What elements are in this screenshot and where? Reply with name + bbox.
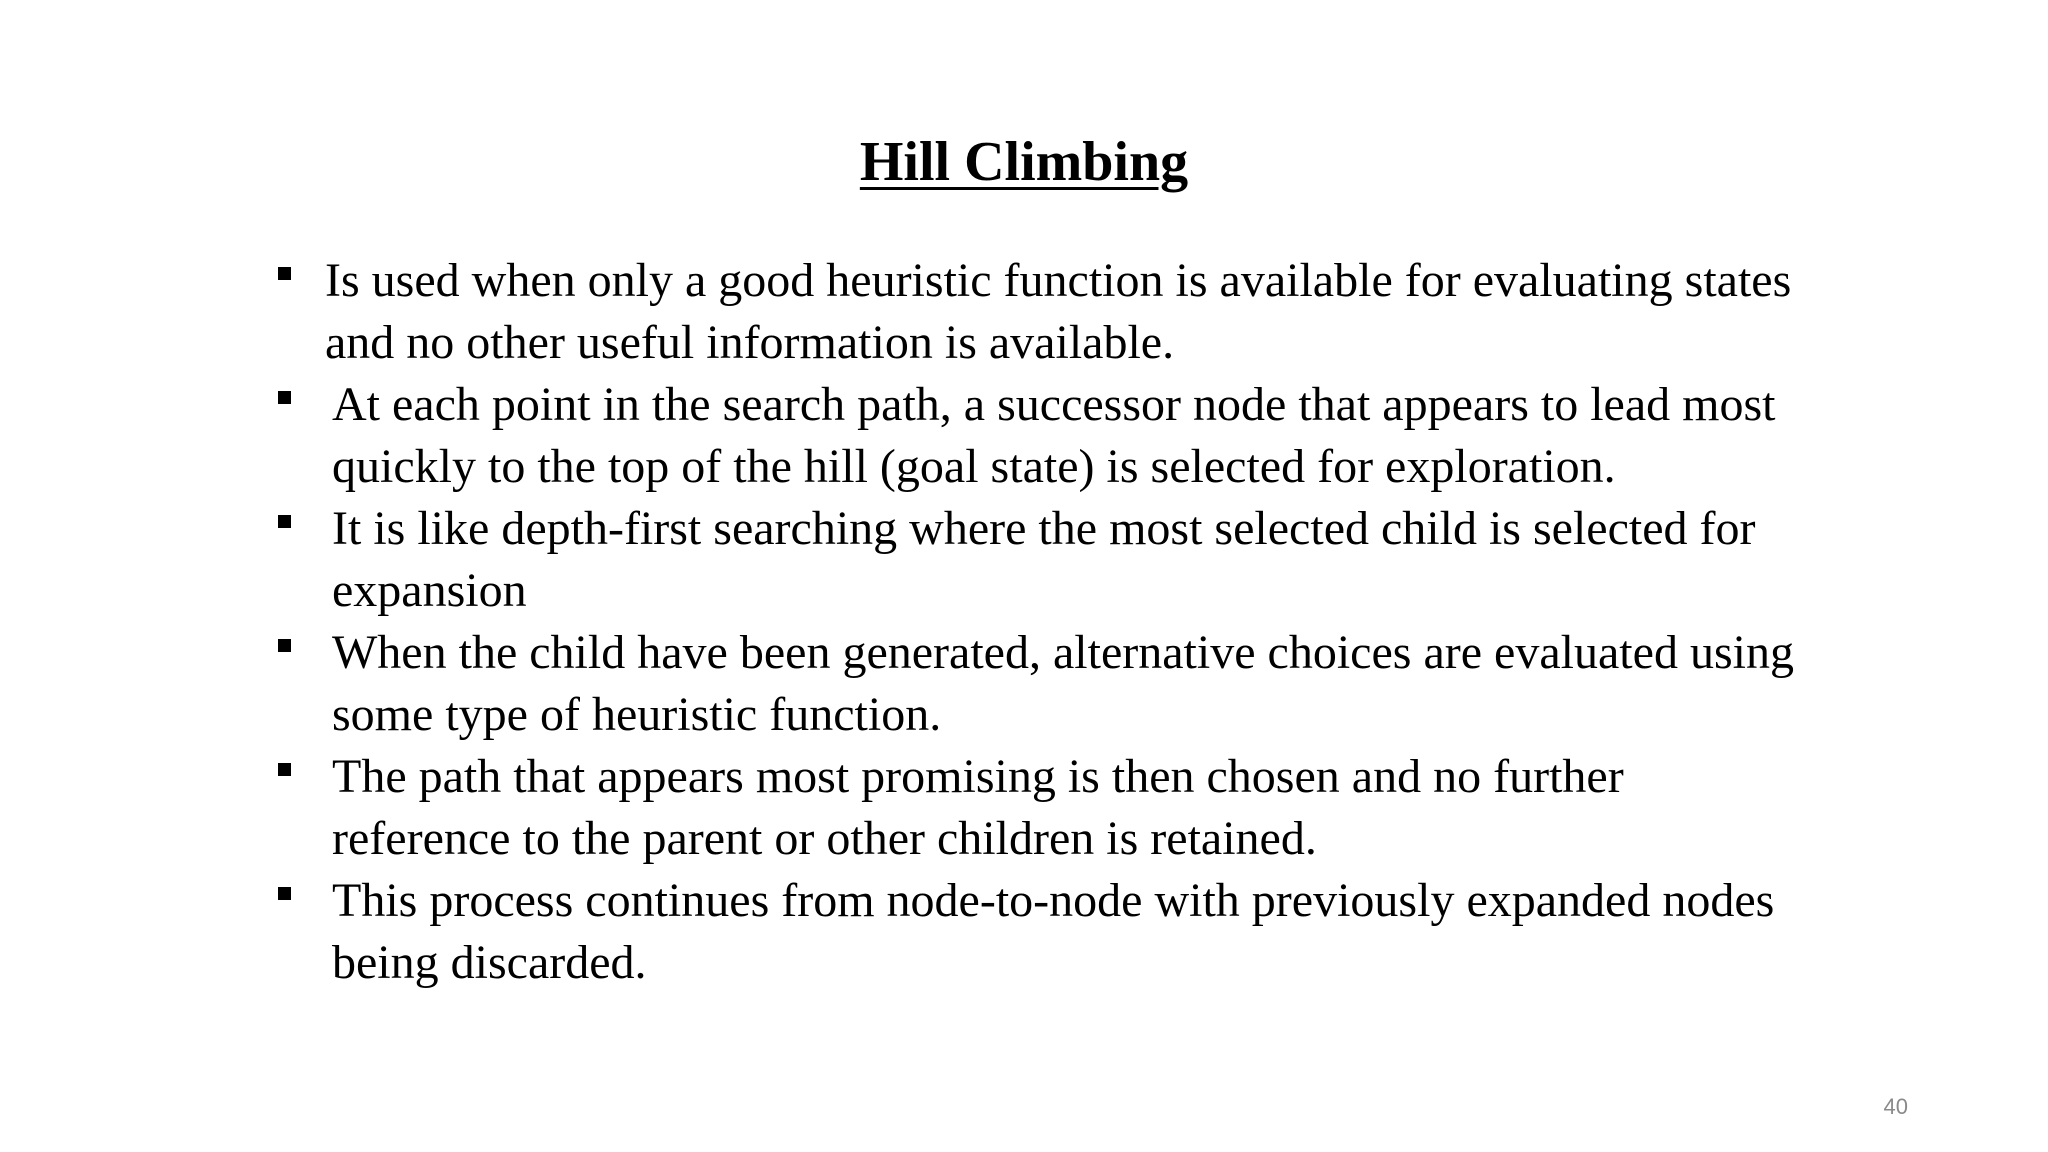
slide-title-text: Hill Climbing (859, 131, 1189, 193)
bullet-item (270, 374, 1810, 498)
page-number: 40 (1883, 1094, 1908, 1119)
bullet-text: When the child have been generated, alternative choices are evaluated using some type of heuristic function. (332, 626, 1794, 741)
square-bullet-icon (278, 887, 291, 900)
square-bullet-icon (278, 515, 291, 528)
slide-title (0, 124, 2048, 200)
square-bullet-icon (278, 639, 291, 652)
bullet-item (270, 870, 1810, 994)
bullet-item (270, 250, 1810, 374)
bullet-item (270, 746, 1810, 870)
bullet-text: Is used when only a good heuristic function is available for evaluating states and no other useful information is available. (325, 254, 1792, 369)
bullet-list (270, 250, 1810, 994)
bullet-item (270, 622, 1810, 746)
square-bullet-icon (278, 391, 291, 404)
bullet-text: It is like depth-first searching where the most selected child is selected for expansion (332, 502, 1756, 617)
bullet-text: This process continues from node-to-node with previously expanded nodes being discarded. (332, 874, 1775, 989)
square-bullet-icon (278, 267, 291, 280)
bullet-item (270, 498, 1810, 622)
bullet-text: At each point in the search path, a successor node that appears to lead most quickly to the top of the hill (goal state) is selected for exploration. (332, 378, 1776, 493)
square-bullet-icon (278, 763, 291, 776)
bullet-text: The path that appears most promising is then chosen and no further reference to the parent or other children is retained. (332, 750, 1624, 865)
